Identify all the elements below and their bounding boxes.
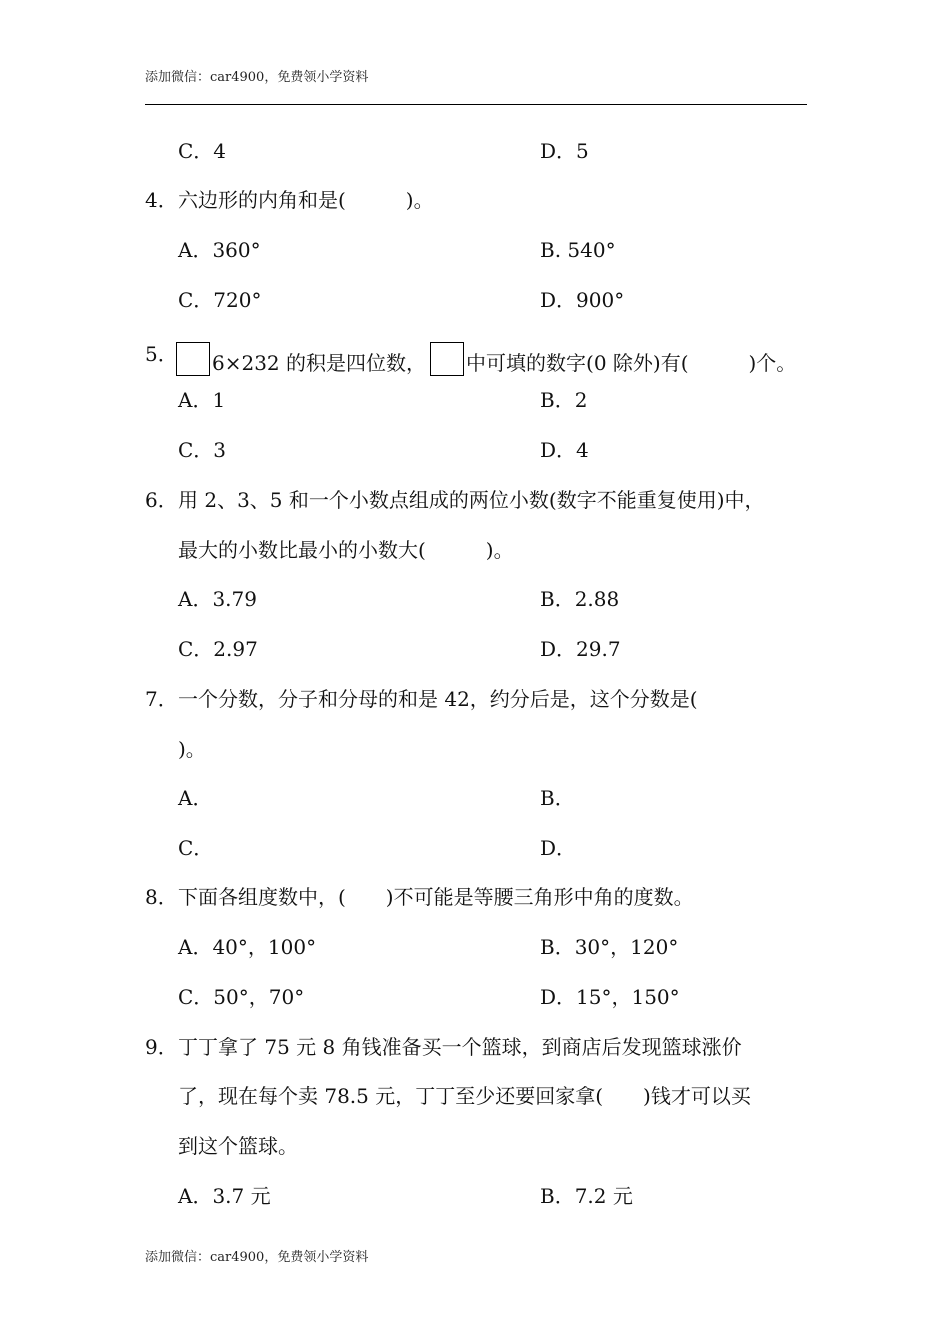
q8-option-c[interactable]: C．50°，70° xyxy=(178,985,305,1009)
q8-option-b[interactable]: B．30°，120° xyxy=(540,935,679,959)
q4-text: 六边形的内角和是( )。 xyxy=(178,188,434,212)
q9-option-b[interactable]: B．7.2 元 xyxy=(540,1184,633,1208)
q9-text-line2: 了，现在每个卖 78.5 元，丁丁至少还要回家拿( )钱才可以买 xyxy=(178,1084,751,1108)
q4-option-b[interactable]: B. 540° xyxy=(540,238,616,262)
q6-option-b[interactable]: B．2.88 xyxy=(540,587,620,611)
q5-text xyxy=(176,342,796,376)
q8-text: 下面各组度数中，( )不可能是等腰三角形中角的度数。 xyxy=(178,885,694,909)
q4-option-a[interactable]: A．360° xyxy=(178,238,261,262)
blank-box xyxy=(176,342,210,376)
q9-option-a[interactable]: A．3.7 元 xyxy=(178,1184,271,1208)
q7-option-a[interactable]: A． xyxy=(178,786,213,810)
page-header: 添加微信：car4900，免费领小学资料 xyxy=(145,70,369,85)
q5-text-part1: 6×232 的积是四位数， xyxy=(212,351,427,375)
q9-number: 9． xyxy=(145,1035,178,1059)
q6-number: 6． xyxy=(145,488,178,512)
q7-option-d[interactable]: D． xyxy=(540,836,577,860)
q7-text-line1: 一个分数，分子和分母的和是 42，约分后是，这个分数是( xyxy=(178,687,698,711)
q6-option-c[interactable]: C．2.97 xyxy=(178,637,258,661)
q5-option-c[interactable]: C．3 xyxy=(178,438,227,462)
q5-number: 5． xyxy=(145,342,178,366)
q8-number: 8． xyxy=(145,885,178,909)
q5-option-b[interactable]: B．2 xyxy=(540,388,588,412)
q7-option-c[interactable]: C． xyxy=(178,836,214,860)
blank-box xyxy=(430,342,464,376)
q4-number: 4． xyxy=(145,188,178,212)
q8-option-d[interactable]: D．15°，150° xyxy=(540,985,680,1009)
q9-text-line3: 到这个篮球。 xyxy=(178,1134,298,1158)
q3-option-c[interactable]: C．4 xyxy=(178,139,227,163)
page-footer: 添加微信：car4900，免费领小学资料 xyxy=(145,1250,369,1265)
q7-number: 7． xyxy=(145,687,178,711)
q4-option-d[interactable]: D．900° xyxy=(540,288,625,312)
q6-option-d[interactable]: D．29.7 xyxy=(540,637,621,661)
q5-option-d[interactable]: D．4 xyxy=(540,438,589,462)
q9-text-line1: 丁丁拿了 75 元 8 角钱准备买一个篮球，到商店后发现篮球涨价 xyxy=(178,1035,742,1059)
q3-option-d[interactable]: D．5 xyxy=(540,139,589,163)
q6-option-a[interactable]: A．3.79 xyxy=(178,587,257,611)
q6-text-line1: 用 2、3、5 和一个小数点组成的两位小数(数字不能重复使用)中， xyxy=(178,488,765,512)
q8-option-a[interactable]: A．40°，100° xyxy=(178,935,317,959)
q4-option-c[interactable]: C．720° xyxy=(178,288,262,312)
q7-option-b[interactable]: B． xyxy=(540,786,575,810)
q7-text-line2: )。 xyxy=(178,737,206,761)
q6-text-line2: 最大的小数比最小的小数大( )。 xyxy=(178,538,514,562)
header-divider xyxy=(145,104,807,105)
q5-text-part2: 中可填的数字(0 除外)有( )个。 xyxy=(466,351,797,375)
q5-option-a[interactable]: A．1 xyxy=(178,388,226,412)
